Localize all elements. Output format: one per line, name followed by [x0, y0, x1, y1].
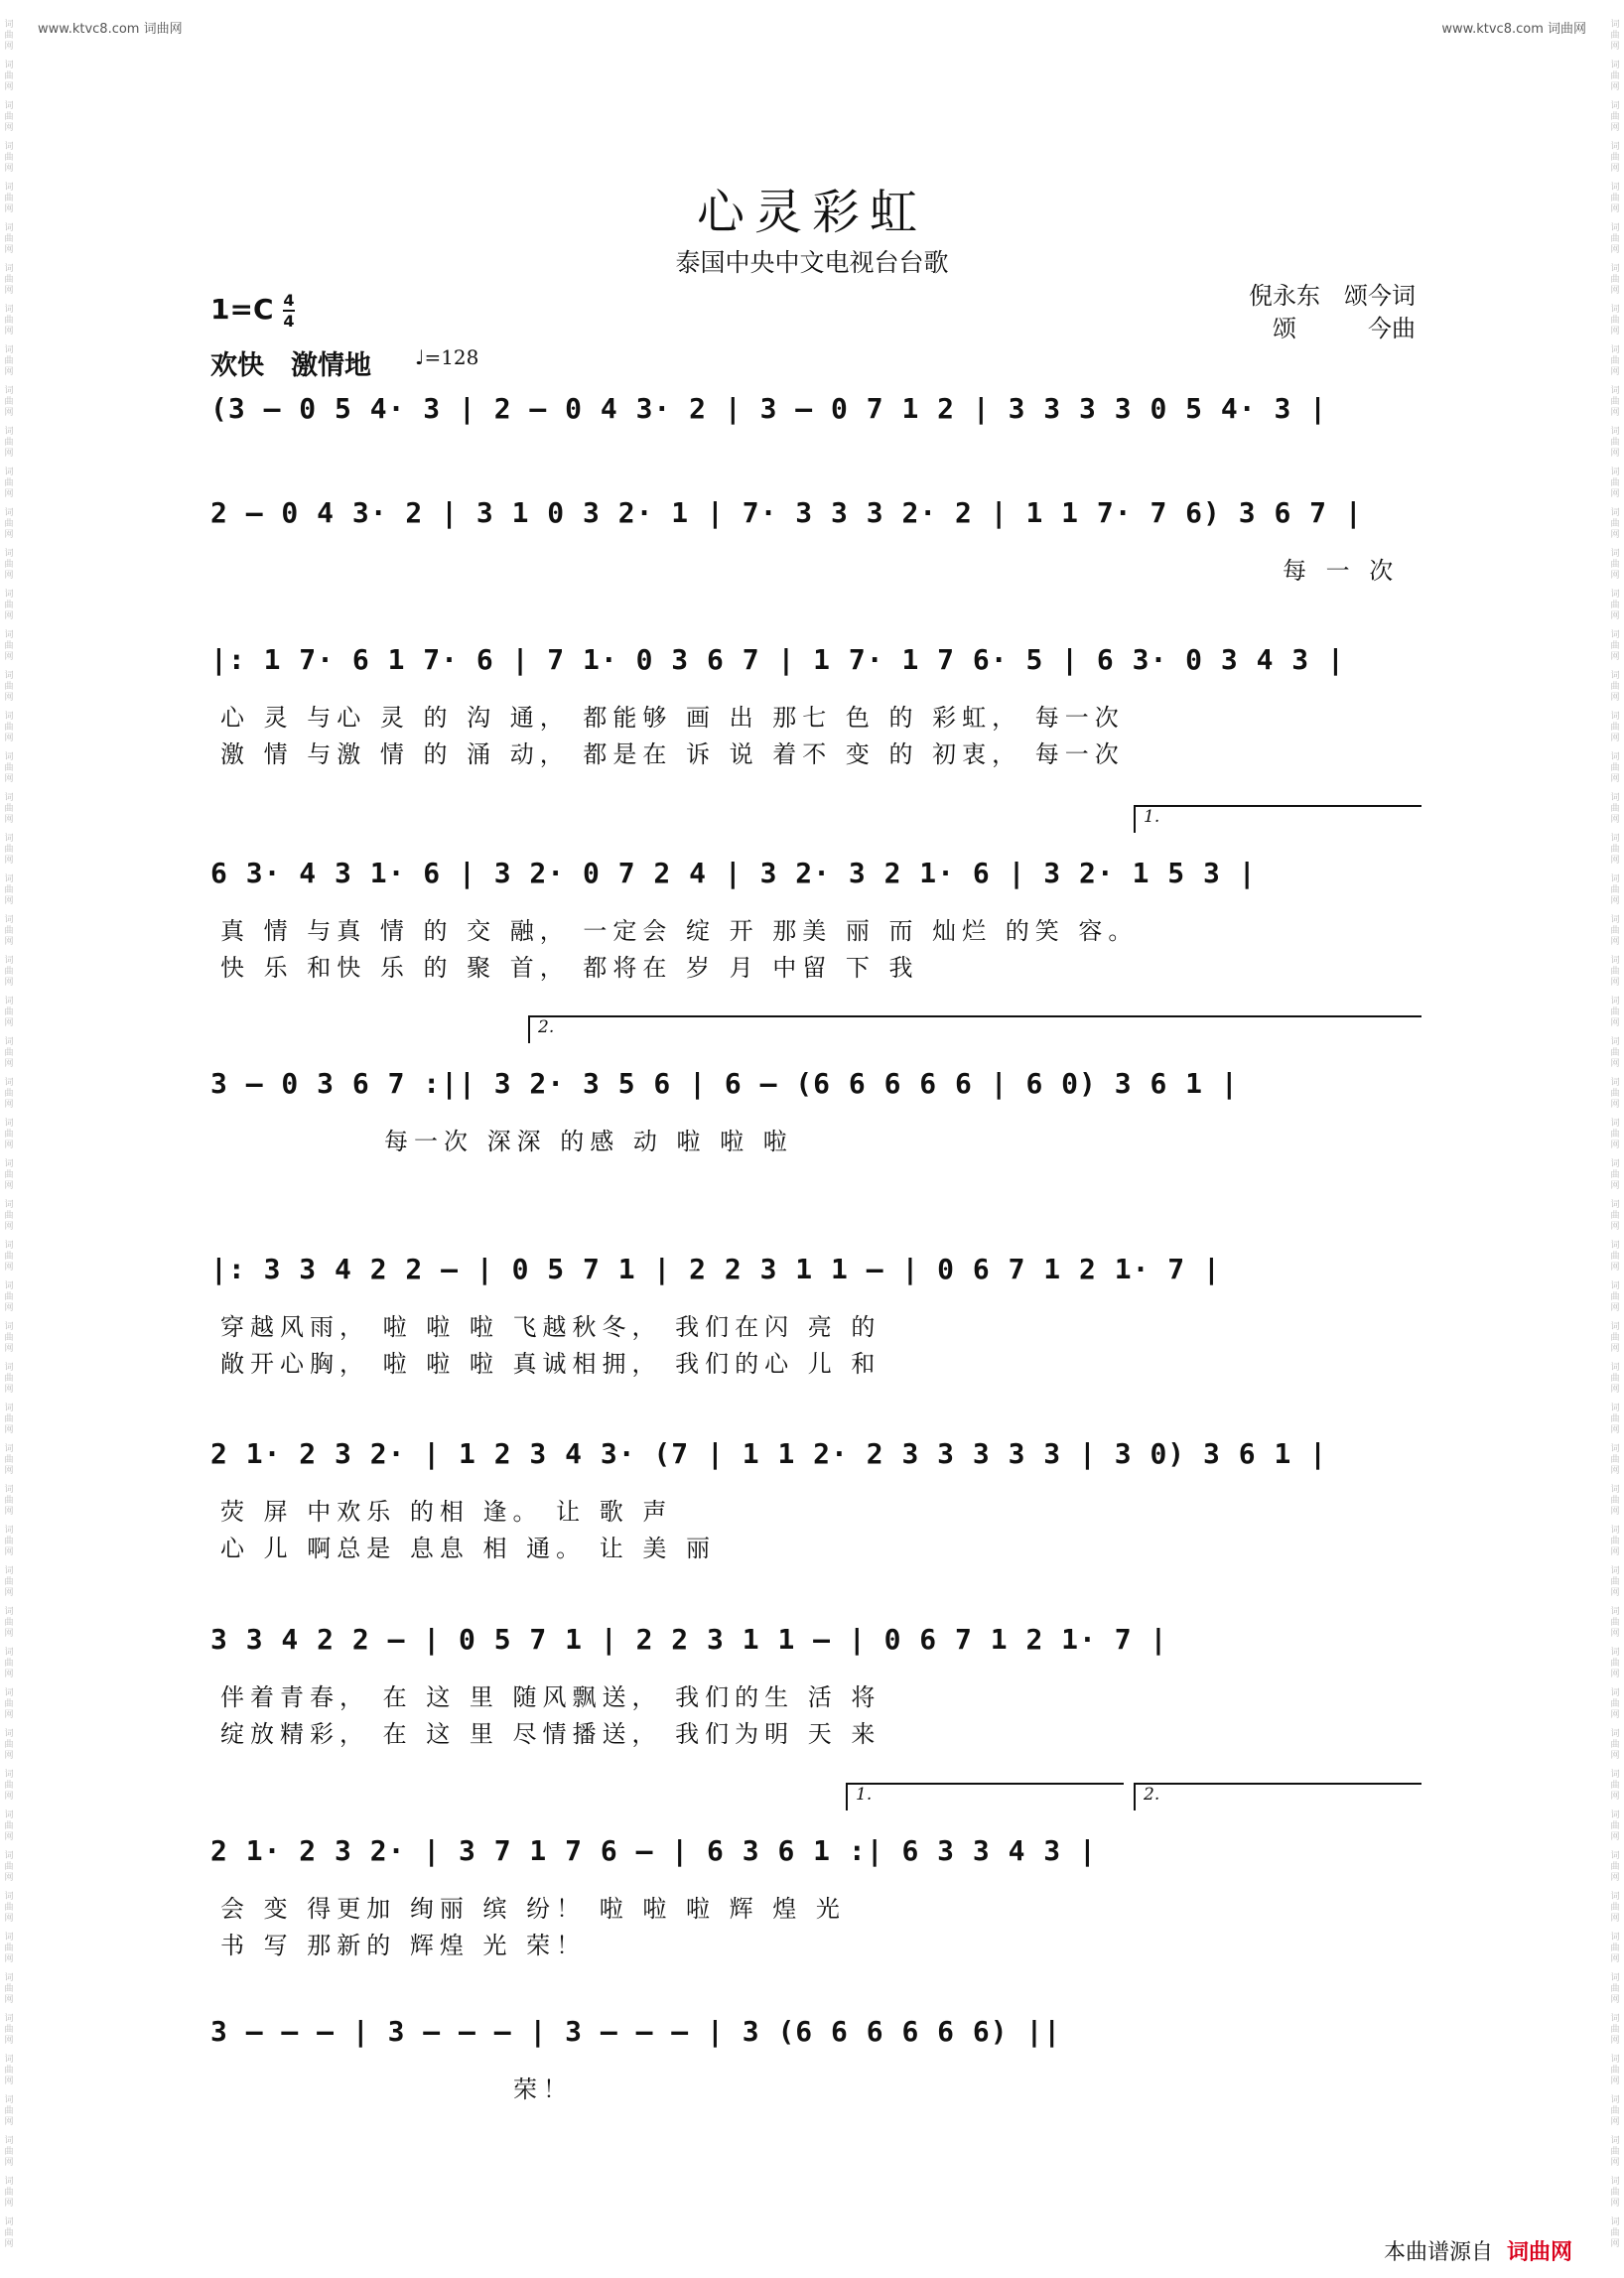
- credits: [1249, 280, 1416, 345]
- notes: 3 – – – | 3 – – – | 3 – – – | 3 (6 6 6 6 6 6) ||: [210, 2015, 1062, 2048]
- key-signature: 1=C: [210, 293, 274, 326]
- lyric-verse-1: 每一次 深深 的感 动 啦 啦 啦: [384, 1128, 793, 1155]
- lyric-verse-2: 激 情 与激 情 的 涌 动， 都是在 诉 说 着不 变 的 初衷， 每一次: [220, 740, 1125, 768]
- song-title: 心灵彩虹: [696, 185, 927, 240]
- notes: |: 1 7· 6 1 7· 6 | 7 1· 0 3 6 7 | 1 7· 1 7 6· 5 | 6 3· 0 3 4 3 |: [210, 643, 1345, 676]
- lyric-verse-1: 伴着青春， 在 这 里 随风飘送， 我们的生 活 将: [220, 1683, 881, 1711]
- volta-first-ending: 1.: [1134, 805, 1421, 833]
- lyricist-credit: 倪永东 颂今词: [1249, 282, 1416, 310]
- lyric-verse-1: 穿越风雨， 啦 啦 啦 飞越秋冬， 我们在闪 亮 的: [220, 1313, 881, 1341]
- lyric-verse-1: 每 一 次: [1283, 557, 1400, 585]
- lyric-verse-2: 心 儿 啊总是 息息 相 通。 让 美 丽: [220, 1535, 717, 1562]
- time-signature: [283, 291, 295, 331]
- metronome: [415, 345, 478, 369]
- lyric-verse-1: 荣！: [513, 2076, 573, 2103]
- notes: 3 – 0 3 6 7 :|| 3 2· 3 5 6 | 6 – (6 6 6 6 6 | 6 0) 3 6 1 |: [210, 1067, 1239, 1100]
- lyric-verse-1: 荧 屏 中欢乐 的相 逢。 让 歌 声: [220, 1498, 673, 1526]
- song-subtitle: 泰国中央中文电视台台歌: [675, 248, 949, 277]
- lyric-verse-2: 快 乐 和快 乐 的 聚 首， 都将在 岁 月 中留 下 我: [220, 954, 919, 982]
- site-watermark-right: www.ktvc8.com 词曲网: [1441, 22, 1586, 37]
- footer-source: [1384, 2235, 1572, 2266]
- lyric-verse-1: 心 灵 与心 灵 的 沟 通， 都能够 画 出 那七 色 的 彩虹， 每一次: [220, 704, 1125, 732]
- volta-first-ending-2: 1.: [846, 1783, 1124, 1810]
- side-watermark-left: 词 曲 网 词 曲 网 词 曲 网 词 曲 网 词 曲 网 词 曲 网 词 曲 网 词 曲 网 词 曲 网 词 曲 网 词 曲 网 词 曲 网 词 曲 网 词 曲 网 词 曲 网 词 曲 网 词 曲 网 词 曲 网 词 曲 网 词 曲 网 词 曲 网 词 曲 网 词 曲 网 词 曲 网 词 曲 网 词 曲 网 词 曲 网 词 曲 网 词 曲 网 词 曲 网 词 曲 网 词 曲 网 词 曲 网 词 曲 网 词 曲 网 词 曲 网 词 曲 网 词 曲 网 词 曲 网 词 曲 网 词 曲 网 词 曲 网 词 曲 网 词 曲 网 词 曲 网 词 曲 网 词 曲 网 词 曲 网 词 曲 网 词 曲 网 词 曲 网 词 曲 网 词 曲 网 词 曲 网 词 曲 网: [4, 20, 14, 2249]
- site-watermark-left: www.ktvc8.com 词曲网: [38, 22, 183, 37]
- notes: 2 1· 2 3 2· | 3 7 1 7 6 – | 6 3 6 1 :| 6 3 3 4 3 |: [210, 1834, 1097, 1867]
- bpm-value: =128: [424, 345, 479, 369]
- composer-credit: 颂 今曲: [1273, 315, 1416, 342]
- notes: 6 3· 4 3 1· 6 | 3 2· 0 7 2 4 | 3 2· 3 2 1· 6 | 3 2· 1 5 3 |: [210, 857, 1257, 889]
- tempo-marking: 欢快 激情地: [210, 350, 371, 381]
- quarter-note-icon: ♩: [415, 345, 425, 369]
- lyric-verse-2: 敞开心胸， 啦 啦 啦 真诚相拥， 我们的心 儿 和: [220, 1350, 881, 1378]
- notes: (3 – 0 5 4· 3 | 2 – 0 4 3· 2 | 3 – 0 7 1 2 | 3 3 3 3 0 5 4· 3 |: [210, 392, 1328, 425]
- notes: 2 – 0 4 3· 2 | 3 1 0 3 2· 1 | 7· 3 3 3 2· 2 | 1 1 7· 7 6) 3 6 7 |: [210, 496, 1363, 529]
- meter-top: 4: [283, 291, 295, 310]
- lyric-verse-1: 会 变 得更加 绚丽 缤 纷！ 啦 啦 啦 辉 煌 光: [220, 1895, 846, 1923]
- volta-second-ending-2: 2.: [1134, 1783, 1421, 1810]
- lyric-verse-2: 绽放精彩， 在 这 里 尽情播送， 我们为明 天 来: [220, 1720, 881, 1748]
- lyric-verse-2: 书 写 那新的 辉煌 光 荣！: [220, 1932, 587, 1959]
- lyric-verse-1: 真 情 与真 情 的 交 融， 一定会 绽 开 那美 丽 而 灿烂 的笑 容。: [220, 917, 1139, 945]
- footer-brand-link[interactable]: 词曲网: [1506, 2240, 1572, 2265]
- volta-second-ending: 2.: [528, 1015, 1421, 1043]
- meter-bottom: 4: [283, 312, 295, 331]
- notes: 3 3 4 2 2 – | 0 5 7 1 | 2 2 3 1 1 – | 0 6 7 1 2 1· 7 |: [210, 1623, 1168, 1656]
- notes: 2 1· 2 3 2· | 1 2 3 4 3· (7 | 1 1 2· 2 3 3 3 3 3 | 3 0) 3 6 1 |: [210, 1437, 1328, 1470]
- side-watermark-right: 词 曲 网 词 曲 网 词 曲 网 词 曲 网 词 曲 网 词 曲 网 词 曲 网 词 曲 网 词 曲 网 词 曲 网 词 曲 网 词 曲 网 词 曲 网 词 曲 网 词 曲 网 词 曲 网 词 曲 网 词 曲 网 词 曲 网 词 曲 网 词 曲 网 词 曲 网 词 曲 网 词 曲 网 词 曲 网 词 曲 网 词 曲 网 词 曲 网 词 曲 网 词 曲 网 词 曲 网 词 曲 网 词 曲 网 词 曲 网 词 曲 网 词 曲 网 词 曲 网 词 曲 网 词 曲 网 词 曲 网 词 曲 网 词 曲 网 词 曲 网 词 曲 网 词 曲 网 词 曲 网 词 曲 网 词 曲 网 词 曲 网 词 曲 网 词 曲 网 词 曲 网 词 曲 网 词 曲 网 词 曲 网: [1610, 20, 1620, 2249]
- footer-source-text: 本曲谱源自: [1383, 2240, 1493, 2265]
- notes: |: 3 3 4 2 2 – | 0 5 7 1 | 2 2 3 1 1 – | 0 6 7 1 2 1· 7 |: [210, 1253, 1221, 1285]
